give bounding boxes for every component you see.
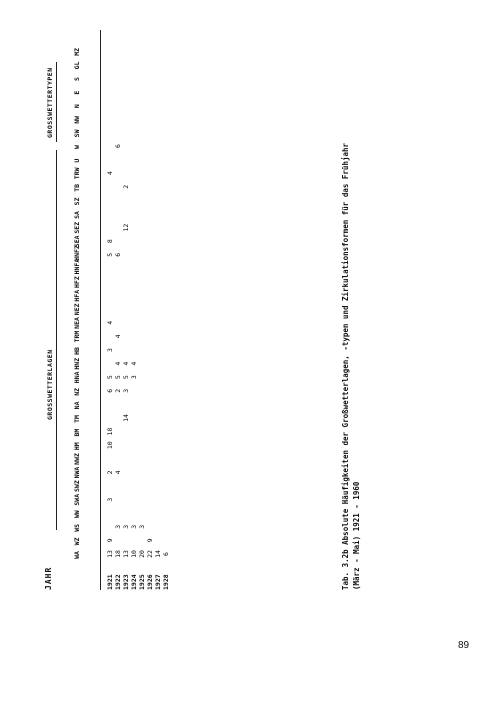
- year-cell: 1927: [154, 574, 162, 590]
- value-cell: 4: [106, 171, 114, 176]
- value-cell: 2: [114, 388, 122, 393]
- column-code: SWZ: [73, 480, 81, 492]
- value-cell: 6: [162, 552, 170, 556]
- column-code: HFZ: [73, 276, 81, 288]
- value-cell: 9: [106, 538, 114, 543]
- year-cell: 1921: [106, 574, 114, 590]
- column-code: HNFA: [73, 258, 81, 275]
- value-cell: 6: [114, 144, 122, 148]
- value-cell: 18: [106, 427, 114, 436]
- column-code: TB: [73, 183, 81, 192]
- column-code: NA: [73, 401, 81, 410]
- value-cell: 5: [106, 375, 114, 380]
- group-rule-wetterlagen: [56, 150, 57, 530]
- table-header: [40, 30, 102, 590]
- table-row: [162, 30, 170, 590]
- value-cell: 4: [114, 334, 122, 339]
- column-code: SZ: [73, 197, 81, 206]
- column-code: HNA: [73, 371, 81, 384]
- value-cell: 22: [146, 550, 154, 558]
- value-cell: 13: [106, 550, 114, 558]
- value-cell: 5: [122, 375, 130, 380]
- year-cell: 1928: [162, 574, 170, 590]
- column-code: HM: [73, 442, 81, 451]
- value-cell: 20: [138, 550, 146, 558]
- column-code: SWA: [73, 493, 81, 506]
- column-code: SA: [73, 211, 81, 219]
- column-code: SEA: [73, 235, 81, 248]
- group-rule-typen: [56, 62, 57, 142]
- group-label-typen: GROSSWETTERTYPEN: [46, 67, 54, 138]
- value-cell: 3: [122, 388, 130, 393]
- value-cell: 12: [122, 223, 130, 232]
- value-cell: 5: [106, 252, 114, 257]
- table-row: [154, 30, 162, 590]
- value-cell: 2: [122, 184, 130, 189]
- value-cell: 6: [106, 388, 114, 393]
- column-code: SW: [73, 129, 81, 138]
- value-cell: 3: [106, 497, 114, 502]
- value-cell: 3: [114, 524, 122, 529]
- column-code: W: [73, 145, 81, 149]
- value-cell: 4: [130, 361, 138, 366]
- value-cell: 4: [122, 361, 130, 366]
- column-code: HNZ: [73, 357, 81, 370]
- column-code: NZ: [73, 387, 81, 396]
- value-cell: 3: [122, 524, 130, 529]
- column-code: SEZ: [73, 221, 81, 234]
- year-column-label: JAHR: [44, 566, 53, 590]
- column-code: HNFZ: [73, 245, 81, 261]
- column-code: NW: [73, 115, 81, 124]
- column-code: TRW: [73, 167, 81, 180]
- column-code: MZ: [73, 47, 81, 56]
- value-cell: 10: [106, 441, 114, 450]
- column-code: HFA: [73, 289, 81, 302]
- value-cell: 4: [114, 470, 122, 475]
- column-code: TRM: [73, 330, 81, 343]
- column-code: U: [73, 158, 81, 163]
- header-rule: [100, 30, 101, 590]
- table-row: [106, 30, 114, 590]
- column-code: N: [73, 104, 81, 109]
- caption-line-1: Tab. 3.2b Absolute Häufigkeiten der Großwetterlagen, -typen und Zirkulationsformen für das Frühjahr: [341, 142, 350, 590]
- value-cell: 14: [154, 550, 162, 558]
- table-row: [114, 30, 122, 590]
- column-code: HB: [73, 347, 81, 355]
- value-cell: 3: [130, 524, 138, 529]
- value-cell: 2: [106, 470, 114, 475]
- table-row: [122, 30, 130, 590]
- column-code: S: [73, 77, 81, 81]
- column-code: NWZ: [73, 453, 81, 465]
- value-cell: 3: [130, 375, 138, 380]
- value-cell: 18: [114, 550, 122, 558]
- value-cell: 8: [106, 239, 114, 244]
- year-cell: 1926: [146, 574, 154, 590]
- table-body: [106, 30, 170, 590]
- table-row: [130, 30, 138, 590]
- column-code: E: [73, 90, 81, 95]
- column-code: BM: [73, 428, 81, 437]
- year-cell: 1924: [130, 574, 138, 590]
- value-cell: 5: [114, 375, 122, 380]
- column-code: NEZ: [73, 303, 81, 316]
- value-cell: 13: [122, 550, 130, 558]
- rotated-table: [40, 30, 440, 590]
- page-number: 89: [458, 640, 470, 651]
- table-row: [138, 30, 146, 590]
- table-caption: [340, 30, 362, 590]
- column-code: WA: [73, 551, 81, 559]
- year-cell: 1922: [114, 574, 122, 590]
- value-cell: 4: [114, 361, 122, 366]
- column-code: NWA: [73, 466, 81, 479]
- value-cell: 3: [106, 348, 114, 352]
- group-label-wetterlagen: GROSSWETTERLAGEN: [46, 349, 54, 420]
- value-cell: 6: [114, 252, 122, 257]
- value-cell: 14: [122, 414, 130, 422]
- value-cell: 3: [138, 524, 146, 529]
- table-row: [146, 30, 154, 590]
- year-cell: 1925: [138, 574, 146, 590]
- column-code: WS: [73, 523, 81, 532]
- value-cell: 9: [146, 538, 154, 543]
- column-code: TM: [73, 415, 81, 423]
- year-cell: 1923: [122, 574, 130, 590]
- column-code: WW: [73, 510, 81, 519]
- value-cell: 10: [130, 550, 138, 558]
- column-code: WZ: [73, 537, 81, 546]
- column-code: NEA: [73, 317, 81, 329]
- caption-line-2: (März - Mai) 1921 - 1960: [352, 481, 361, 590]
- value-cell: 4: [106, 320, 114, 325]
- column-code: GL: [73, 61, 81, 70]
